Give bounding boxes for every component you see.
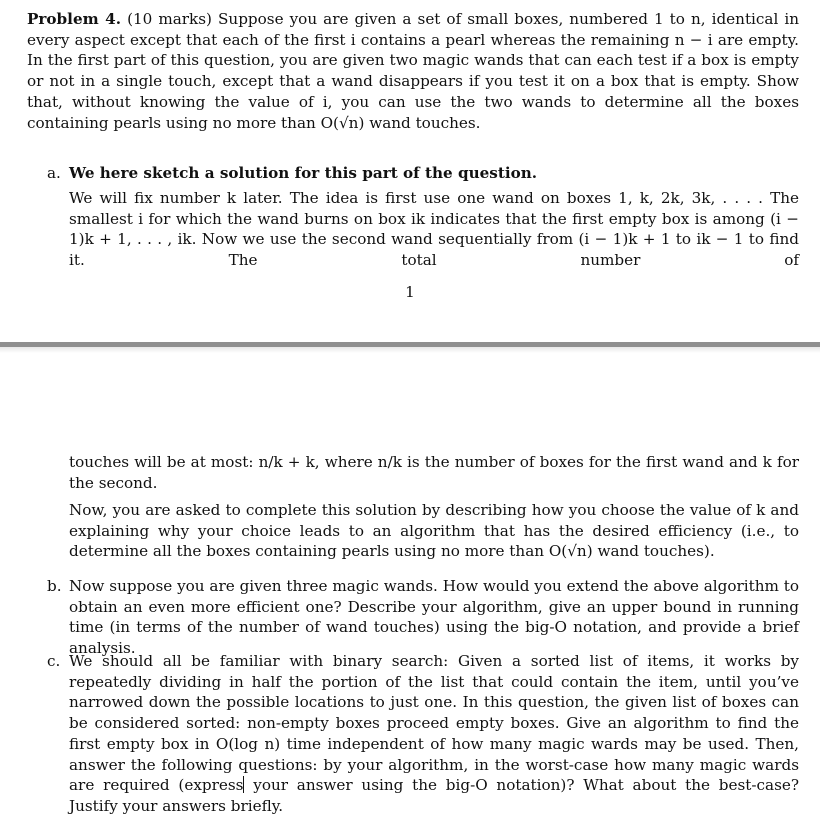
page-divider-shadow	[0, 347, 820, 353]
part-a-continuation: touches will be at most: n/k + k, where n/k is the number of boxes for the first wand and k for the second.	[69, 453, 799, 492]
page-number: 1	[405, 283, 415, 301]
problem-heading: Problem 4.	[27, 10, 122, 28]
part-a-instruction: Now, you are asked to complete this solution by describing how you choose the value of k and explaining why your choice leads to an algorithm that has the desired efficiency (i.e., to determine all the boxes containing pearls using no more than O(√n) wand touches).	[69, 501, 799, 561]
part-a-label: a.	[47, 164, 61, 182]
part-c-text-start: We should all be familiar with binary search: Given a sorted list of items, it works by repeatedly dividing in half the portion of the list that could contain the item, until you’ve narrowed down the possible locations to just one. In this question, the given list of boxes can be considered sorted: non-empty boxes proceed empty boxes. Give an algorithm to find the first empty box in O(log n) time independent of how many magic wards may be used. Then, answer the following questions: by your algorithm, in the worst-case how many magic wards are required (express	[69, 652, 804, 795]
problem-text: (10 marks) Suppose you are given a set of small boxes, numbered 1 to n, identical in every aspect except that each of the first i contains a pearl whereas the remaining n − i are empty. In the first part of this question, you are given two magic wands that can each test if a box is empty or not in a single touch, except that a wand disappears if you test it on a box that is empty. Show that, without knowing the value of i, you can use the two wands to determine all the boxes containing pearls using no more than O(√n) wand touches.	[27, 10, 804, 132]
part-c-label: c.	[47, 652, 61, 670]
part-b-text: Now suppose you are given three magic wands. How would you extend the above algorithm to obtain an even more efficient one? Describe your algorithm, give an upper bound in running time (in terms of the number of wand touches) using the big-O notation, and provide a brief analysis.	[69, 577, 799, 658]
part-c-text	[69, 651, 804, 817]
part-b-label: b.	[47, 577, 62, 595]
problem-statement	[27, 9, 804, 133]
part-c-text-end: your answer using the big-O notation)? What about the best-case? Justify your answers briefly.	[69, 776, 804, 815]
part-a-heading: We here sketch a solution for this part of the question.	[69, 164, 538, 182]
part-a-sketch: We will fix number k later. The idea is first use one wand on boxes 1, k, 2k, 3k, . . . . The smallest i for which the wand burns on box ik indicates that the first empty box is among (i − 1)k + 1, . . . , ik. Now we use the second wand sequentially from (i − 1)k + 1 to ik − 1 to find it. The total number of	[69, 189, 799, 270]
